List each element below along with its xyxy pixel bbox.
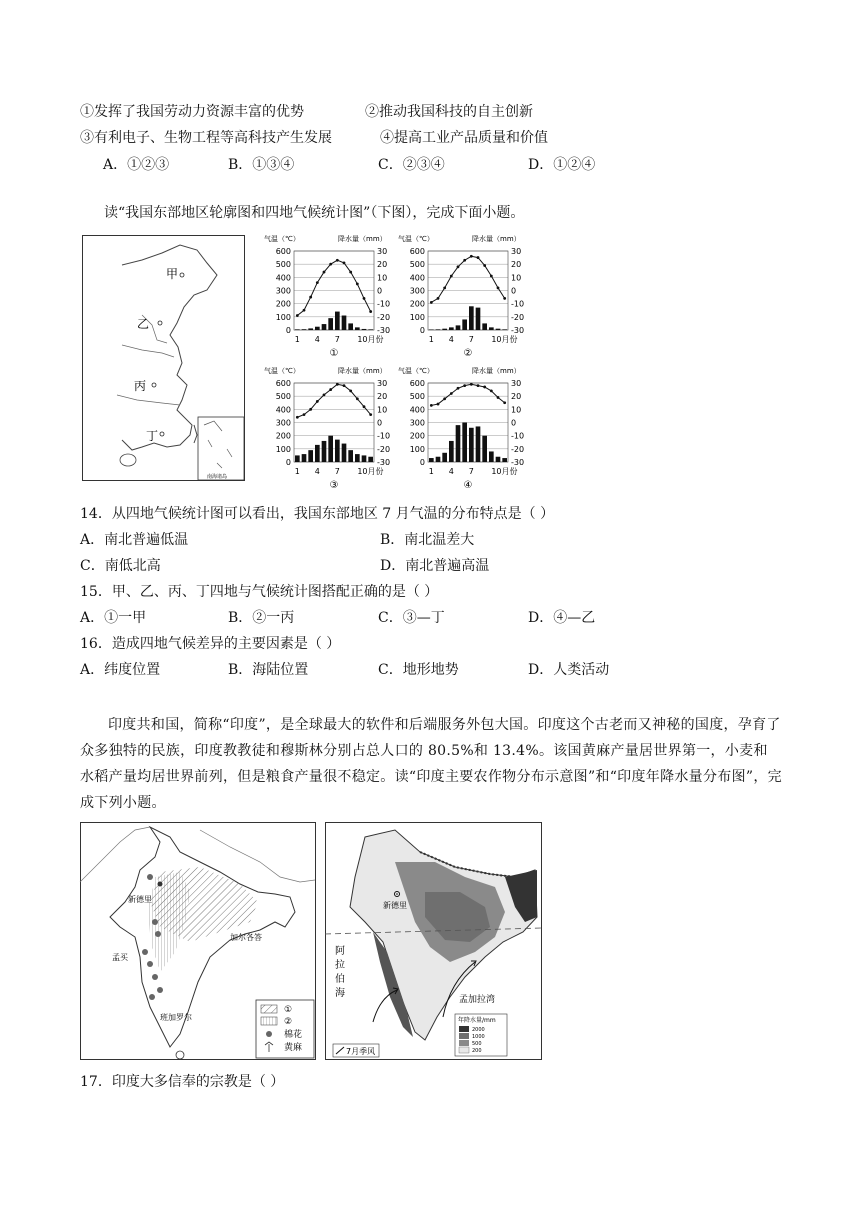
map-label-jia: 甲	[166, 267, 179, 281]
temperature-point	[463, 384, 466, 387]
temperature-point	[457, 387, 460, 390]
temperature-point	[503, 297, 506, 300]
temperature-point	[329, 388, 332, 391]
temperature-point	[349, 271, 352, 274]
temperature-point	[450, 392, 453, 395]
q16-option-c: C．地形地势	[378, 662, 459, 678]
sea-label-char-1: 阿	[335, 946, 345, 957]
temperature-point	[369, 310, 372, 313]
chart-precip-tick: 300	[409, 286, 425, 296]
chart-month-tick: 10月份	[491, 335, 518, 344]
crop-legend-cotton: 棉花	[284, 1030, 303, 1040]
q15-option-a: A．①一甲	[80, 610, 147, 626]
precip-bar	[502, 458, 507, 462]
chart-temp-tick: 0	[511, 418, 517, 428]
chart-precip-tick: 600	[409, 379, 425, 388]
chart-temp-tick: 20	[377, 392, 388, 402]
chart-month-tick: 4	[314, 467, 320, 476]
chart-precip-tick: 600	[275, 247, 291, 256]
chart-month-tick: 1	[428, 467, 434, 476]
precip-bar	[469, 306, 474, 330]
precip-bar	[362, 329, 367, 330]
monsoon-legend-label: 7月季风	[346, 1047, 376, 1056]
chart-precip-tick: 100	[275, 444, 291, 454]
temperature-point	[497, 396, 500, 399]
precip-bar	[348, 450, 353, 462]
precip-bar	[449, 327, 454, 330]
chart-temp-tick: 0	[377, 286, 383, 296]
precip-bar	[429, 458, 434, 462]
chart-month-tick: 7	[334, 335, 340, 344]
chart-precip-tick: 100	[409, 312, 425, 322]
chart-precip-tick: 500	[409, 260, 425, 270]
temperature-point	[343, 384, 346, 387]
precip-bar	[362, 455, 367, 462]
chart-month-tick: 1	[294, 335, 300, 344]
precip-bar	[482, 323, 487, 330]
precip-bar	[328, 436, 333, 462]
temperature-point	[309, 296, 312, 299]
chart-precip-tick: 200	[409, 431, 425, 441]
chart-month-tick: 7	[468, 335, 474, 344]
temperature-point	[296, 314, 299, 317]
chart-temp-tick: -20	[511, 312, 525, 322]
bay-label: 孟加拉湾	[459, 995, 496, 1005]
chart-precip-tick: 600	[409, 247, 425, 256]
temperature-point	[323, 393, 326, 396]
precip-bar	[335, 312, 340, 330]
temperature-line	[431, 256, 504, 302]
chart-precip-tick: 0	[419, 458, 425, 467]
rain-legend-1000: 1000	[472, 1034, 485, 1040]
chart-precip-tick: 100	[275, 312, 291, 322]
q15-stem: 15．甲、乙、丙、丁四地与气候统计图搭配正确的是（ ）	[80, 584, 439, 600]
precip-bar	[315, 327, 320, 330]
temperature-point	[343, 261, 346, 264]
chart-month-tick: 10月份	[357, 335, 384, 344]
q14-option-d: D．南北普遍高温	[380, 558, 490, 574]
temperature-line	[297, 260, 370, 315]
temperature-point	[363, 297, 366, 300]
climate-charts	[262, 232, 525, 494]
chart-precip-tick: 500	[275, 260, 291, 270]
precip-bar	[355, 327, 360, 330]
chart-temp-tick: 0	[377, 418, 383, 428]
chart-temp-tick: 30	[377, 247, 388, 256]
precip-bar	[368, 457, 373, 462]
q13-option-a: A．①②③	[103, 157, 170, 173]
crop-map-city-mumbai: 孟买	[112, 953, 128, 962]
chart-temp-tick: -10	[511, 299, 525, 309]
chart-temp-axis-title: 气温（℃）	[398, 367, 434, 375]
temperature-point	[437, 297, 440, 300]
q14-stem: 14．从四地气候统计图可以看出，我国东部地区 7 月气温的分布特点是（ ）	[80, 506, 555, 522]
chart-precip-axis-title: 降水量（mm）	[472, 235, 521, 243]
precip-bar	[322, 324, 327, 330]
precip-bar	[308, 450, 313, 462]
precip-bar	[342, 316, 347, 330]
q15-option-d: D．④—乙	[528, 610, 596, 626]
chart-month-tick: 4	[448, 335, 454, 344]
chart-precip-tick: 200	[275, 431, 291, 441]
precip-bar	[368, 329, 373, 330]
q13-statement-2: ②推动我国科技的自主创新	[365, 104, 533, 120]
precip-bar	[489, 327, 494, 330]
rain-legend-title: 年降水量/mm	[458, 1017, 496, 1024]
temperature-point	[356, 397, 359, 400]
climate-chart-3	[264, 366, 390, 491]
precip-bar	[322, 441, 327, 462]
chart-precip-tick: 400	[409, 273, 425, 283]
map-label-bing: 丙	[134, 379, 147, 393]
chart-precip-tick: 400	[275, 405, 291, 415]
india-intro: 印度共和国，简称“印度”，是全球最大的软件和后端服务外包大国。印度这个古老而又神秘的国度，孕育了众多独特的民族，印度教教徒和穆斯林分别占总人口的 80.5%和 13.4%。该国黄麻产量居世界第一，小麦和水稻产量均居世界前列，但是粮食产量很不稳定。读“印度主要农作物分布示意图”和“印度年降水量分布图”，完成下列小题。	[80, 717, 782, 811]
chart-precip-tick: 600	[275, 379, 291, 388]
temperature-point	[336, 383, 339, 386]
precip-bar	[342, 444, 347, 462]
chart-temp-axis-title: 气温（℃）	[264, 367, 300, 375]
precip-bar	[476, 308, 481, 330]
chart-precip-axis-title: 降水量（mm）	[338, 367, 387, 375]
chart-precip-tick: 200	[409, 299, 425, 309]
chart-temp-tick: -10	[511, 431, 525, 441]
q16-stem: 16．造成四地气候差异的主要因素是（ ）	[80, 636, 341, 652]
temperature-point	[443, 397, 446, 400]
chart-label: ③	[329, 480, 339, 491]
rain-map-city-newdelhi: 新德里	[383, 901, 407, 910]
climate-chart-1	[264, 234, 390, 359]
chart-temp-tick: 20	[511, 392, 522, 402]
q16-option-b: B．海陆位置	[228, 662, 309, 678]
temperature-point	[470, 255, 473, 258]
chart-precip-tick: 0	[285, 458, 291, 467]
crop-legend-1: ①	[284, 1005, 293, 1015]
temperature-point	[303, 413, 306, 416]
temperature-point	[470, 383, 473, 386]
temperature-point	[497, 286, 500, 289]
precip-bar	[462, 423, 467, 463]
chart-temp-tick: -30	[511, 458, 525, 467]
temperature-point	[369, 413, 372, 416]
precip-bar	[335, 440, 340, 462]
q13-statement-1: ①发挥了我国劳动力资源丰富的优势	[80, 104, 304, 120]
crop-map-city-bangalore: 班加罗尔	[160, 1013, 192, 1022]
chart-temp-tick: 10	[511, 405, 522, 415]
chart-temp-tick: 0	[511, 286, 517, 296]
q13-option-d: D．①②④	[528, 157, 596, 173]
temperature-point	[490, 275, 493, 278]
temperature-point	[477, 256, 480, 259]
temperature-line	[431, 384, 504, 405]
south-sea-inset-label: 南海诸岛	[207, 474, 228, 480]
precip-bar	[442, 453, 447, 462]
temperature-point	[430, 301, 433, 304]
map-label-yi: 乙	[137, 317, 150, 331]
q14-option-b: B．南北温差大	[380, 532, 475, 548]
temperature-point	[303, 309, 306, 312]
precip-bar	[315, 445, 320, 462]
chart-temp-axis-title: 气温（℃）	[398, 235, 434, 243]
chart-precip-tick: 400	[409, 405, 425, 415]
precip-bar	[436, 457, 441, 462]
precip-bar	[295, 329, 300, 330]
india-rainfall-map	[325, 822, 542, 1060]
temperature-point	[463, 259, 466, 262]
q16-option-a: A．纬度位置	[80, 662, 161, 678]
precip-bar	[302, 454, 307, 462]
precip-bar	[462, 319, 467, 330]
china-east-map	[82, 235, 245, 481]
chart-month-tick: 4	[314, 335, 320, 344]
temperature-point	[437, 403, 440, 406]
climate-chart-4	[398, 366, 524, 491]
temperature-point	[316, 400, 319, 403]
precip-bar	[496, 457, 501, 462]
chart-temp-tick: -30	[511, 326, 525, 335]
chart-temp-tick: 10	[377, 405, 388, 415]
temperature-point	[309, 408, 312, 411]
chart-precip-axis-title: 降水量（mm）	[338, 235, 387, 243]
chart-month-tick: 4	[448, 467, 454, 476]
q16-option-d: D．人类活动	[528, 662, 610, 678]
precip-bar	[476, 426, 481, 462]
precip-bar	[482, 436, 487, 462]
temperature-point	[336, 259, 339, 262]
chart-precip-tick: 300	[275, 418, 291, 428]
sea-label-char-2: 拉	[335, 960, 345, 971]
q15-option-c: C．③—丁	[378, 610, 445, 626]
temperature-point	[316, 281, 319, 284]
q13-statement-4: ④提高工业产品质量和价值	[380, 130, 548, 146]
precip-bar	[496, 329, 501, 330]
temperature-point	[503, 401, 506, 404]
chart-precip-tick: 200	[275, 299, 291, 309]
q13-option-b: B．①③④	[228, 157, 295, 173]
chart-temp-axis-title: 气温（℃）	[264, 235, 300, 243]
chart-month-tick: 1	[428, 335, 434, 344]
precip-bar	[469, 428, 474, 462]
temperature-point	[430, 404, 433, 407]
chart-temp-tick: 30	[511, 379, 522, 388]
chart-label: ①	[329, 348, 339, 359]
q14-option-c: C．南低北高	[80, 558, 161, 574]
chart-temp-tick: 10	[377, 273, 388, 283]
sea-label-char-3: 伯	[335, 974, 345, 985]
chart-temp-tick: 10	[511, 273, 522, 283]
q13-statement-3: ③有利电子、生物工程等高科技产生发展	[80, 130, 332, 146]
chart-temp-tick: -20	[511, 444, 525, 454]
india-crop-map	[80, 822, 316, 1060]
precip-bar	[429, 329, 434, 330]
precip-bar	[456, 325, 461, 330]
precip-bar	[442, 329, 447, 330]
temperature-point	[323, 271, 326, 274]
precip-bar	[348, 323, 353, 330]
chart-month-tick: 7	[468, 467, 474, 476]
chart-precip-tick: 300	[275, 286, 291, 296]
chart-month-tick: 10月份	[357, 467, 384, 476]
q14-option-a: A．南北普遍低温	[80, 532, 189, 548]
chart-temp-tick: -20	[377, 312, 391, 322]
chart-temp-tick: 20	[377, 260, 388, 270]
chart-temp-tick: -30	[377, 326, 391, 335]
climate-intro: 读“我国东部地区轮廓图和四地气候统计图”（下图），完成下面小题。	[104, 205, 525, 221]
chart-month-tick: 1	[294, 467, 300, 476]
chart-precip-tick: 300	[409, 418, 425, 428]
chart-temp-tick: -10	[377, 299, 391, 309]
climate-chart-2	[398, 234, 524, 359]
temperature-point	[450, 275, 453, 278]
temperature-point	[443, 286, 446, 289]
temperature-point	[490, 390, 493, 393]
chart-month-tick: 7	[334, 467, 340, 476]
crop-legend-2: ②	[284, 1017, 293, 1027]
chart-precip-tick: 100	[409, 444, 425, 454]
precip-bar	[449, 441, 454, 462]
chart-temp-tick: -30	[377, 458, 391, 467]
chart-precip-tick: 0	[285, 326, 291, 335]
crop-map-city-newdelhi: 新德里	[128, 895, 152, 904]
precip-bar	[302, 329, 307, 330]
precip-bar	[436, 329, 441, 330]
chart-temp-tick: 20	[511, 260, 522, 270]
temperature-point	[483, 386, 486, 389]
crop-map-city-kolkata: 加尔各答	[230, 933, 262, 942]
south-sea-inset	[198, 417, 244, 480]
temperature-point	[363, 405, 366, 408]
chart-temp-tick: 30	[511, 247, 522, 256]
temperature-point	[356, 283, 359, 286]
precip-bar	[489, 451, 494, 462]
q13-option-c: C．②③④	[378, 157, 445, 173]
temperature-point	[477, 384, 480, 387]
precip-bar	[328, 318, 333, 330]
map-label-ding: 丁	[146, 429, 159, 443]
chart-precip-tick: 0	[419, 326, 425, 335]
q15-option-b: B．②一丙	[228, 610, 295, 626]
chart-temp-tick: 30	[377, 379, 388, 388]
q17-stem: 17．印度大多信奉的宗教是（ ）	[80, 1074, 285, 1090]
chart-precip-tick: 400	[275, 273, 291, 283]
rain-legend-2000: 2000	[472, 1027, 485, 1033]
sea-label-char-4: 海	[335, 988, 345, 999]
rain-legend-200: 200	[472, 1048, 482, 1054]
precip-bar	[308, 328, 313, 330]
precip-bar	[456, 425, 461, 462]
temperature-point	[296, 416, 299, 419]
chart-precip-tick: 500	[275, 392, 291, 402]
chart-month-tick: 10月份	[491, 467, 518, 476]
temperature-point	[483, 264, 486, 267]
crop-legend-jute: 黄麻	[284, 1043, 303, 1053]
precip-bar	[295, 455, 300, 462]
chart-precip-axis-title: 降水量（mm）	[472, 367, 521, 375]
precip-bar	[355, 454, 360, 462]
chart-precip-tick: 500	[409, 392, 425, 402]
temperature-point	[329, 263, 332, 266]
chart-label: ②	[463, 348, 473, 359]
rain-legend-500: 500	[472, 1041, 482, 1047]
chart-label: ④	[463, 480, 473, 491]
temperature-line	[297, 384, 370, 417]
chart-temp-tick: -20	[377, 444, 391, 454]
precip-bar	[502, 329, 507, 330]
temperature-point	[349, 390, 352, 393]
temperature-point	[457, 265, 460, 268]
chart-temp-tick: -10	[377, 431, 391, 441]
